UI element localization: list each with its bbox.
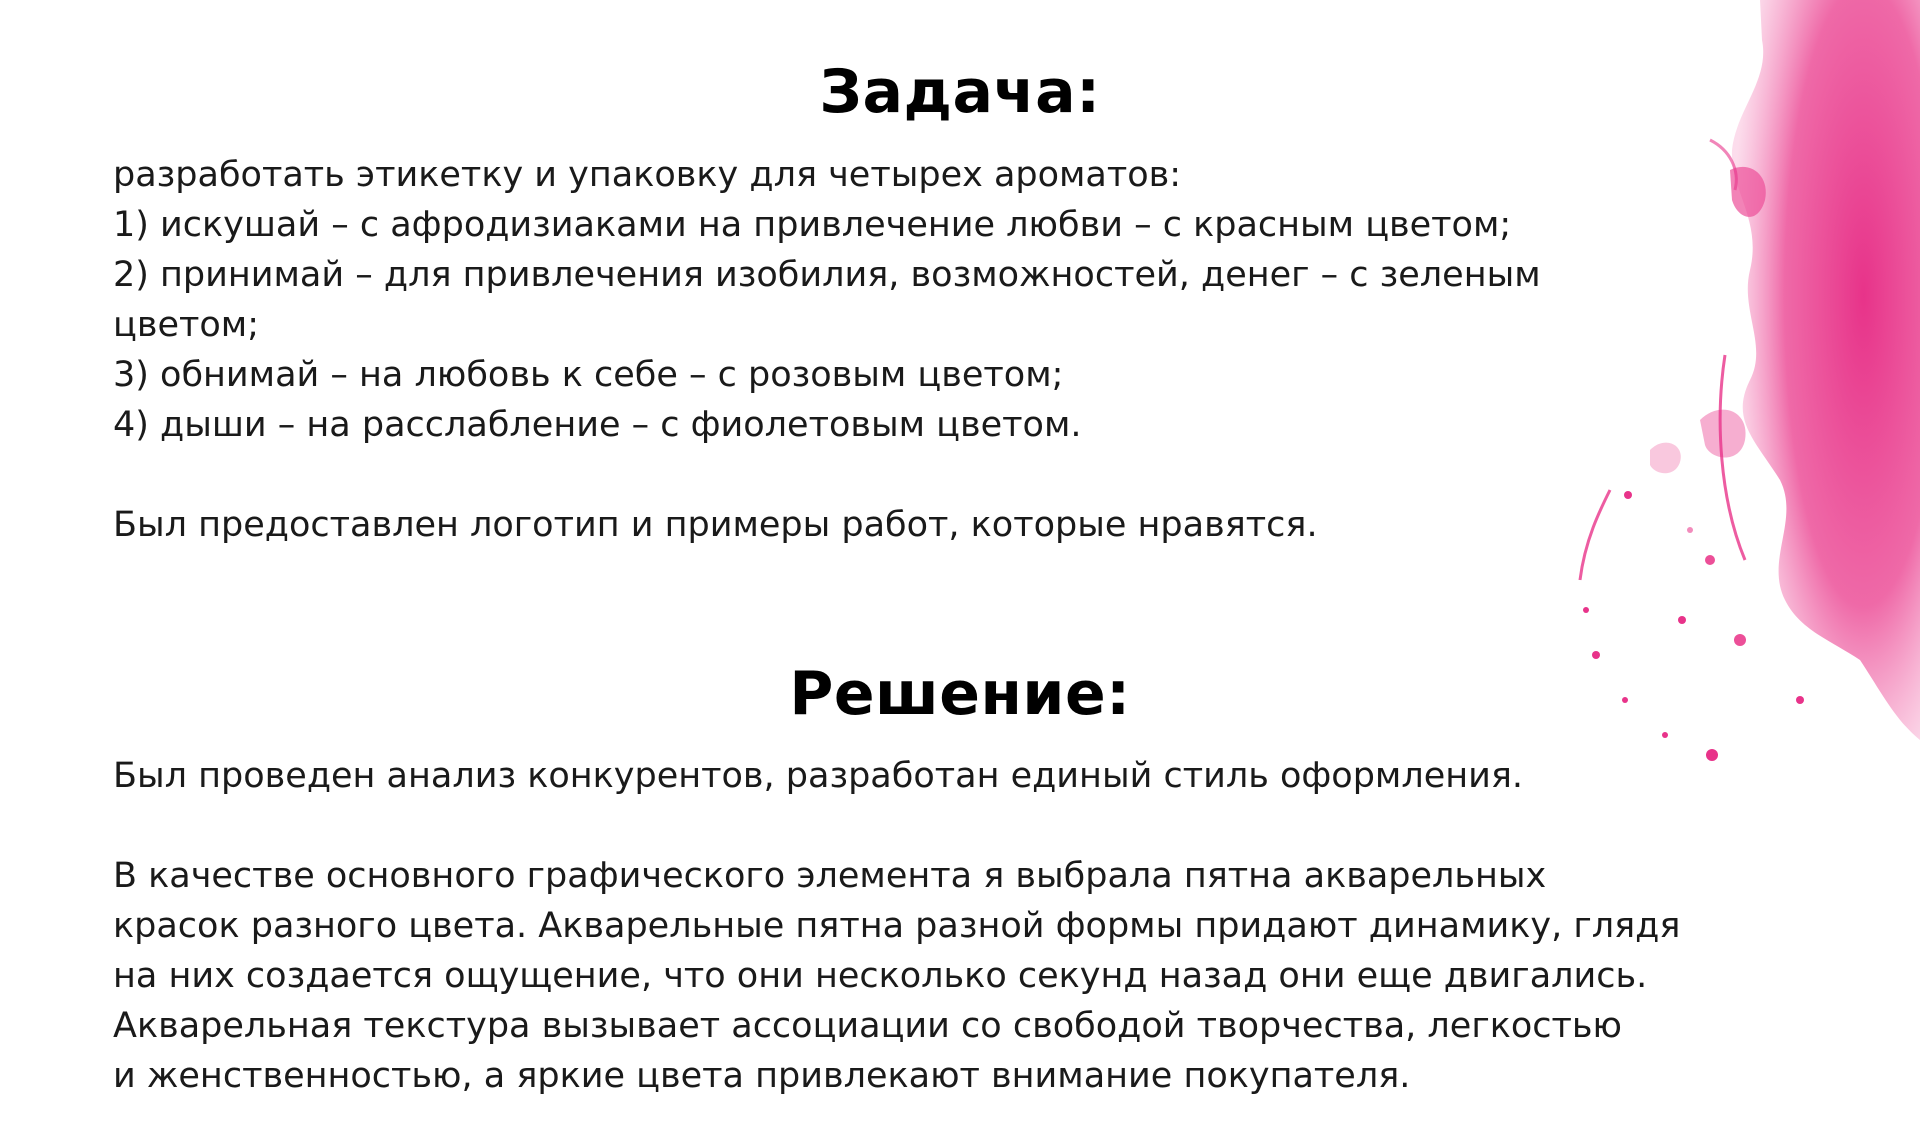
task-item-2: 2) принимай – для привлечения изобилия, возможностей, денег – с зеленым <box>113 255 1541 295</box>
task-intro: разработать этикетку и упаковку для четырех ароматов: <box>113 155 1182 195</box>
task-item-3: 3) обнимай – на любовь к себе – с розовым цветом; <box>113 355 1064 395</box>
spacer <box>113 450 1813 500</box>
spacer <box>113 801 1813 851</box>
solution-heading: Решение: <box>789 659 1131 729</box>
task-item-4: 4) дыши – на расслабление – с фиолетовым цветом. <box>113 405 1082 445</box>
task-heading: Задача: <box>819 57 1101 127</box>
task-item-2-continued: цветом; <box>113 305 259 345</box>
solution-paragraph-line-3: на них создается ощущение, что они несколько секунд назад они еще двигались. <box>113 956 1648 996</box>
solution-line-1: Был проведен анализ конкурентов, разработан единый стиль оформления. <box>113 756 1524 796</box>
solution-paragraph-line-5: и женственностью, а яркие цвета привлекают внимание покупателя. <box>113 1056 1411 1096</box>
task-note: Был предоставлен логотип и примеры работ, которые нравятся. <box>113 505 1318 545</box>
solution-paragraph-line-4: Акварельная текстура вызывает ассоциации со свободой творчества, легкостью <box>113 1006 1622 1046</box>
task-body <box>113 150 1813 550</box>
task-item-1: 1) искушай – с афродизиаками на привлечение любви – с красным цветом; <box>113 205 1512 245</box>
solution-paragraph-line-1: В качестве основного графического элемента я выбрала пятна акварельных <box>113 856 1547 896</box>
solution-body <box>113 751 1813 1101</box>
solution-paragraph-line-2: красок разного цвета. Акварельные пятна разной формы придают динамику, глядя <box>113 906 1681 946</box>
